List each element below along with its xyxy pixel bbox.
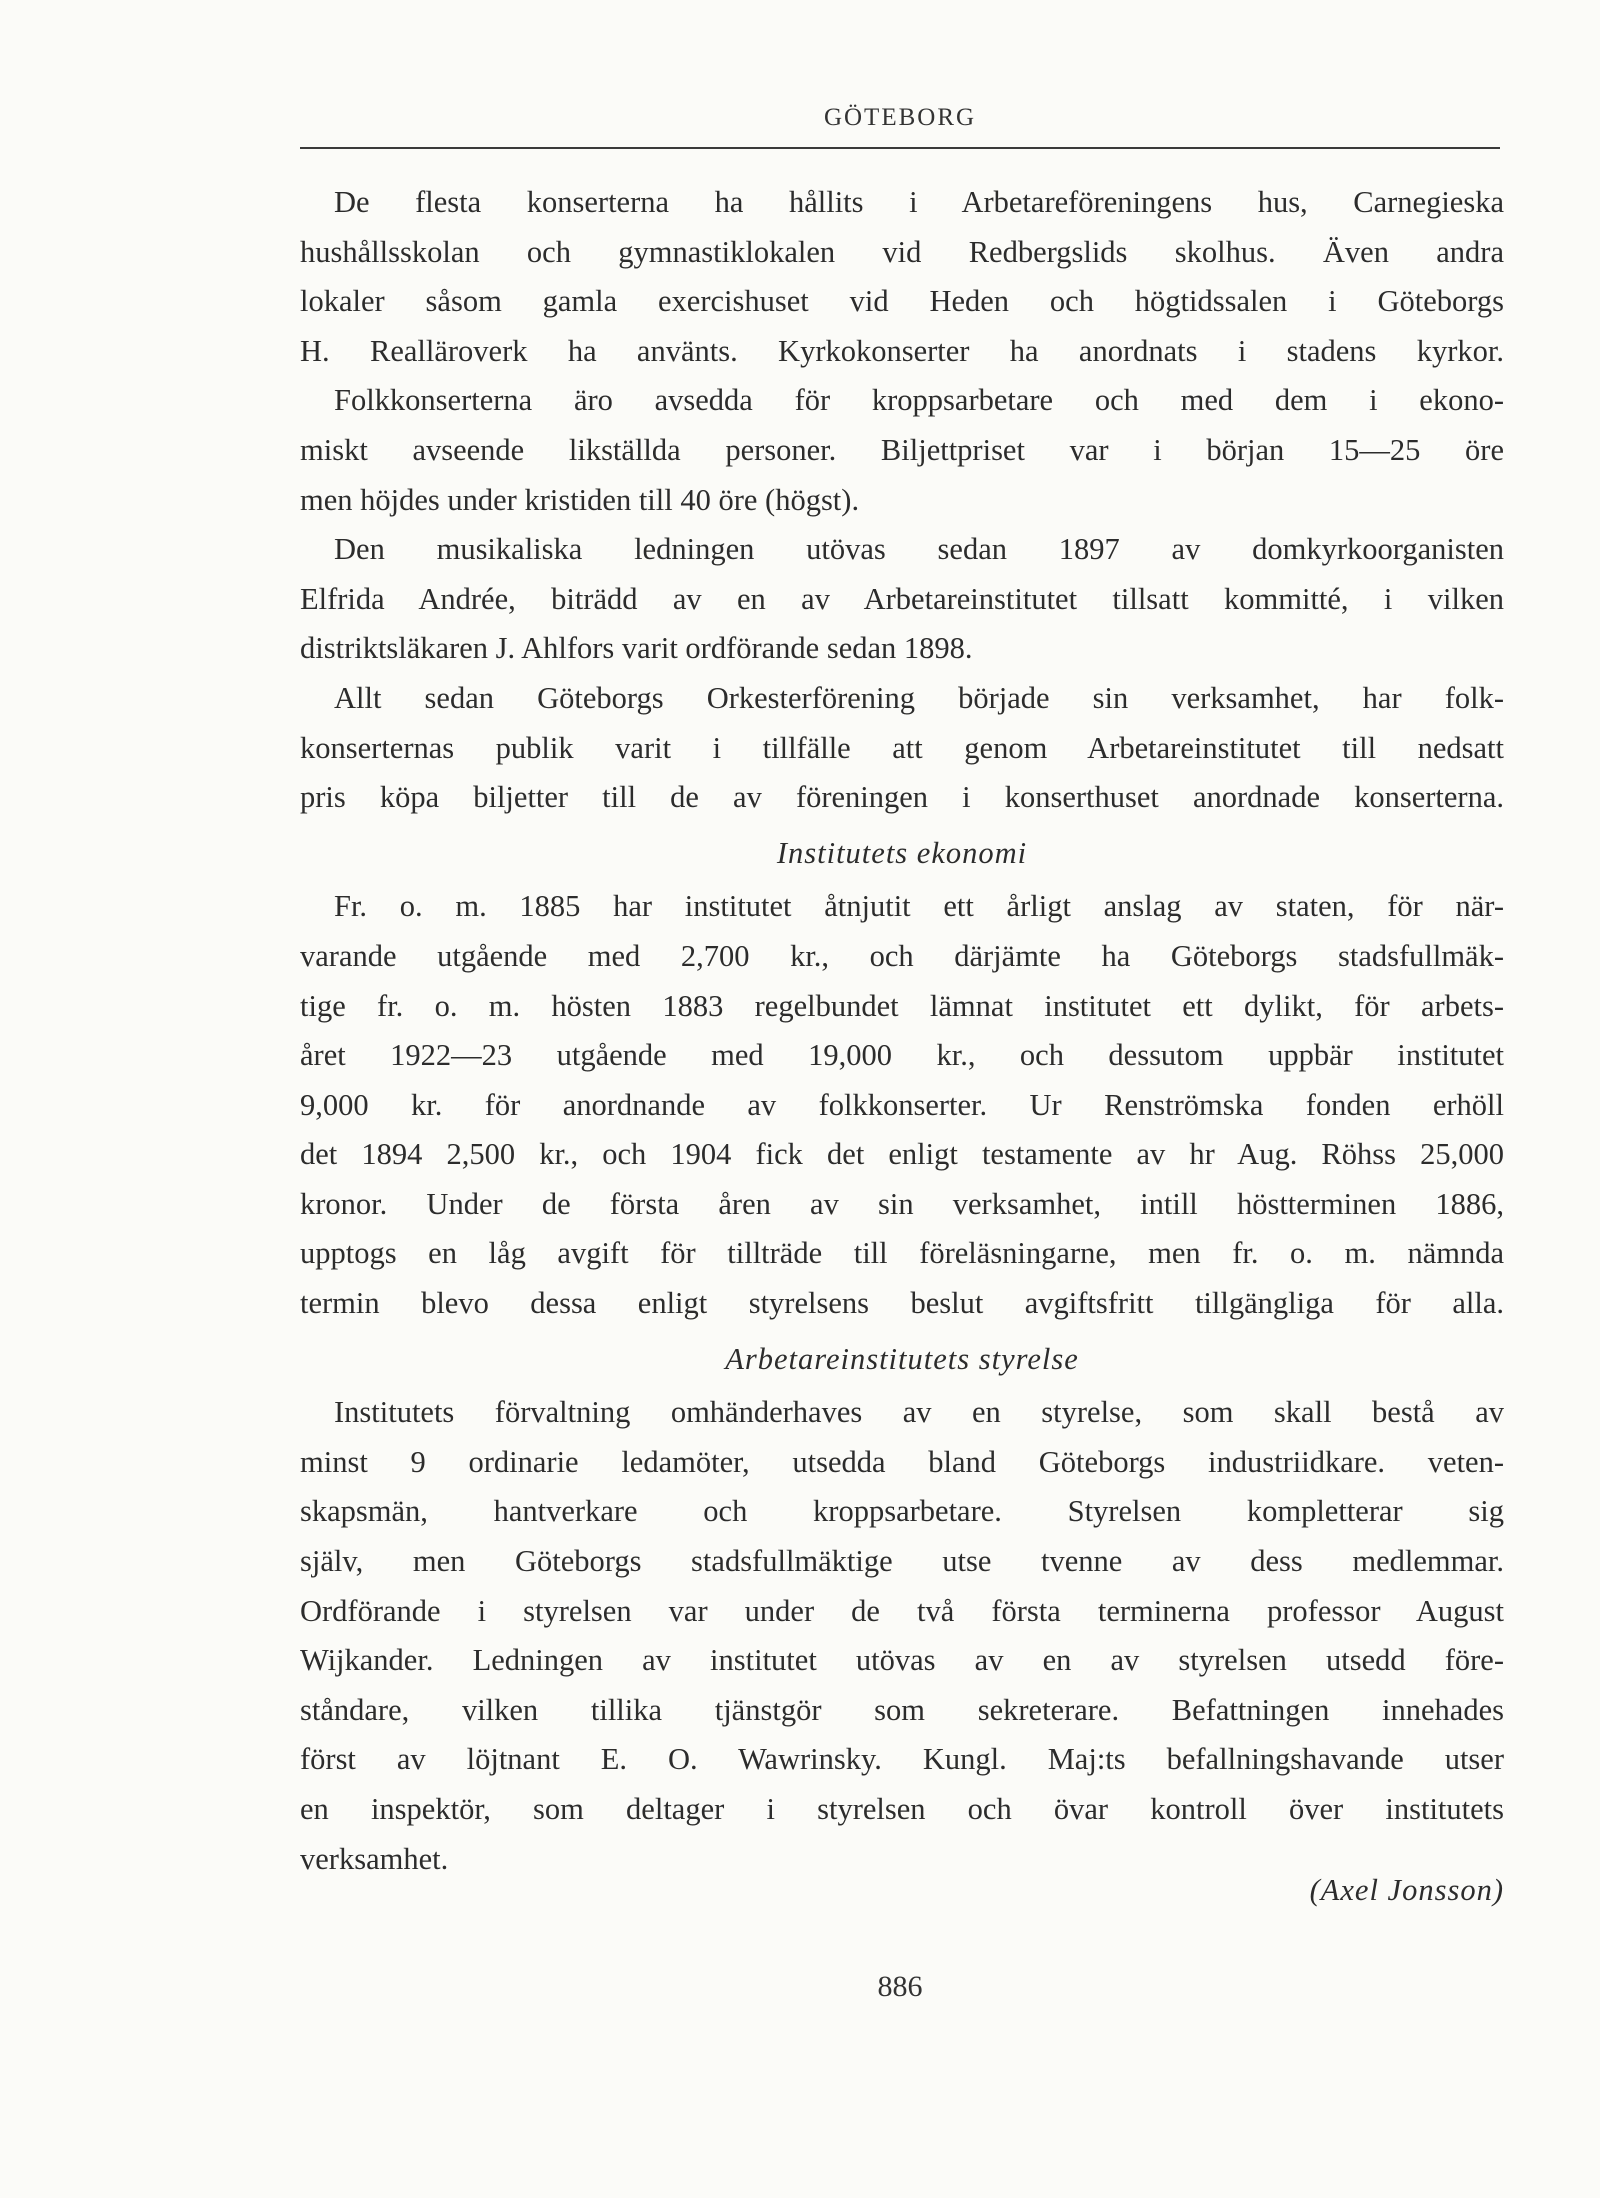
text-line: en inspektör, som deltager i styrelsen och övar kontroll över institutets [300, 1792, 1504, 1826]
text-line: varande utgående med 2,700 kr., och därjämte ha Göteborgs stadsfullmäk- [300, 938, 1504, 973]
text-line: De flesta konserterna ha hållits i Arbetareföreningens hus, Carnegieska [334, 185, 1504, 219]
page-number: 886 [877, 1970, 923, 2003]
text-line: termin blevo dessa enligt styrelsens beslut avgiftsfritt tillgängliga för alla. [300, 1286, 1504, 1321]
text-line: själv, men Göteborgs stadsfullmäktige utse tvenne av dess medlemmar. [300, 1544, 1504, 1579]
paragraph-orchestra-society [300, 674, 1504, 823]
text-line: hushållsskolan och gymnastiklokalen vid Redbergslids skolhus. Även andra [300, 234, 1504, 269]
text-line: minst 9 ordinarie ledamöter, utsedda bland Göteborgs industriidkare. veten- [300, 1444, 1504, 1479]
text-line: det 1894 2,500 kr., och 1904 fick det enligt testamente av hr Aug. Röhss 25,000 [300, 1137, 1504, 1172]
paragraph-board [300, 1388, 1504, 1916]
paragraph-musical-direction [300, 525, 1504, 674]
text-line: Den musikaliska ledningen utövas sedan 1897 av domkyrkoorganisten [334, 532, 1504, 567]
running-head: GÖTEBORG [823, 104, 977, 131]
text-line: upptogs en låg avgift för tillträde till föreläsningarne, men fr. o. m. nämnda [300, 1236, 1504, 1271]
text-line: först av löjtnant E. O. Wawrinsky. Kungl. Maj:ts befallningshavande utser [300, 1742, 1504, 1777]
text-line: verksamhet. [300, 1841, 449, 1876]
text-line: men höjdes under kristiden till 40 öre (högst). [300, 482, 860, 517]
text-line: Allt sedan Göteborgs Orkesterförening började sin verksamhet, har folk- [334, 680, 1504, 715]
text-line: kronor. Under de första åren av sin verksamhet, intill höstterminen 1886, [300, 1186, 1504, 1221]
text-line: pris köpa biljetter till de av föreningen i konserthuset anordnade konserterna. [300, 780, 1504, 815]
paragraph-folk-concerts [300, 376, 1504, 525]
section-heading-board: Arbetareinstitutets styrelse [725, 1341, 1079, 1376]
text-line: Institutets förvaltning omhänderhaves av en styrelse, som skall bestå av [334, 1395, 1504, 1430]
text-line: året 1922—23 utgående med 19,000 kr., och dessutom uppbär institutet [300, 1038, 1504, 1073]
section-heading-economy: Institutets ekonomi [776, 835, 1028, 870]
text-line: Folkkonserterna äro avsedda för kroppsarbetare och med dem i ekono- [334, 383, 1504, 418]
text-line: Wijkander. Ledningen av institutet utövas av en av styrelsen utsedd före- [300, 1643, 1504, 1678]
text-line: distriktsläkaren J. Ahlfors varit ordförande sedan 1898. [300, 631, 973, 666]
text-line: lokaler såsom gamla exercishuset vid Heden och högtidssalen i Göteborgs [300, 284, 1504, 319]
body-text [300, 178, 1504, 1916]
text-line: miskt avseende likställda personer. Biljettpriset var i början 15—25 öre [300, 432, 1504, 467]
text-line: Fr. o. m. 1885 har institutet åtnjutit ett årligt anslag av staten, för när- [334, 889, 1504, 924]
text-line: tige fr. o. m. hösten 1883 regelbundet lämnat institutet ett dylikt, för arbets- [300, 988, 1504, 1023]
text-line: Elfrida Andrée, biträdd av en av Arbetareinstitutet tillsatt kommitté, i vilken [300, 581, 1504, 616]
paragraph-concert-venues [300, 178, 1504, 376]
text-line: Ordförande i styrelsen var under de två första terminerna professor August [300, 1593, 1504, 1628]
text-line: konserternas publik varit i tillfälle att genom Arbetareinstitutet till nedsatt [300, 730, 1504, 765]
author-signature: (Axel Jonsson) [1309, 1873, 1504, 1908]
paragraph-economy [300, 882, 1504, 1328]
text-line: H. Realläroverk ha använts. Kyrkokonserter ha anordnats i stadens kyrkor. [300, 333, 1504, 368]
header-rule [300, 147, 1500, 149]
text-line: skapsmän, hantverkare och kroppsarbetare. Styrelsen kompletterar sig [300, 1494, 1504, 1529]
text-line: 9,000 kr. för anordnande av folkkonserter. Ur Renströmska fonden erhöll [300, 1087, 1504, 1122]
text-line: ståndare, vilken tillika tjänstgör som sekreterare. Befattningen innehades [300, 1692, 1504, 1727]
